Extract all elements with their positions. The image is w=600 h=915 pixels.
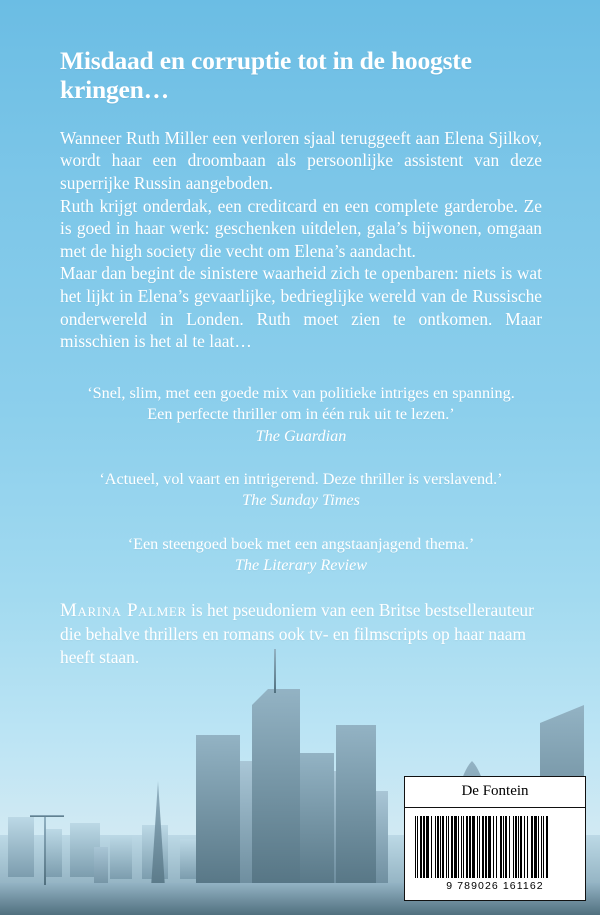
review-quotes [60,383,542,577]
quote-text: ‘Actueel, vol vaart en intrigerend. Deze thriller is verslavend.’ [99,470,503,488]
publisher-barcode-block [404,776,586,901]
author-bio-text: is het pseudoniem van een Britse bestsellerauteur die behalve thrillers en romans ook tv- en filmscripts op haar naam heeft staan. [60,599,534,667]
quote-text: ‘Snel, slim, met een goede mix van politieke intriges en spanning. Een perfecte thriller om in één ruk uit te lezen.’ [87,383,515,424]
quote-text: ‘Een steengoed boek met een angstaanjagend thema.’ [127,534,475,553]
barcode [405,808,585,900]
blurb-paragraph: Ruth krijgt onderdak, een creditcard en een complete garderobe. Ze is goed in haar werk: geschenken uitdelen, gala’s bijwonen, omgaan met de high society die vecht om Elena’s aandacht. [60,195,542,261]
quote-source: The Guardian [255,426,347,445]
blurb-paragraph: Maar dan begint de sinistere waarheid zich te openbaren: niets is wat het lijkt in Elena’s gevaarlijke, bedrieglijke wereld van de Russische onderwereld in Londen. Ruth moet zien te ontkomen. Maar misschien is het al te laat… [60,263,542,352]
author-name: Marina Palmer [60,599,187,621]
review-quote [74,469,528,512]
blurb [60,127,542,353]
review-quote [74,383,528,447]
quote-source: The Literary Review [234,556,368,575]
publisher-name: De Fontein [405,777,585,808]
blurb-paragraph: Wanneer Ruth Miller een verloren sjaal teruggeeft aan Elena Sjilkov, wordt haar een droombaan als persoonlijke assistent van deze superrijke Russin aangeboden. [60,127,542,193]
author-bio [60,599,542,669]
review-quote [74,534,528,577]
quote-source: The Sunday Times [242,491,360,510]
barcode-bars [415,816,575,878]
isbn-number: 9 789026 161162 [446,880,544,892]
page-title: Misdaad en corruptie tot in de hoogste kringen… [60,46,472,105]
